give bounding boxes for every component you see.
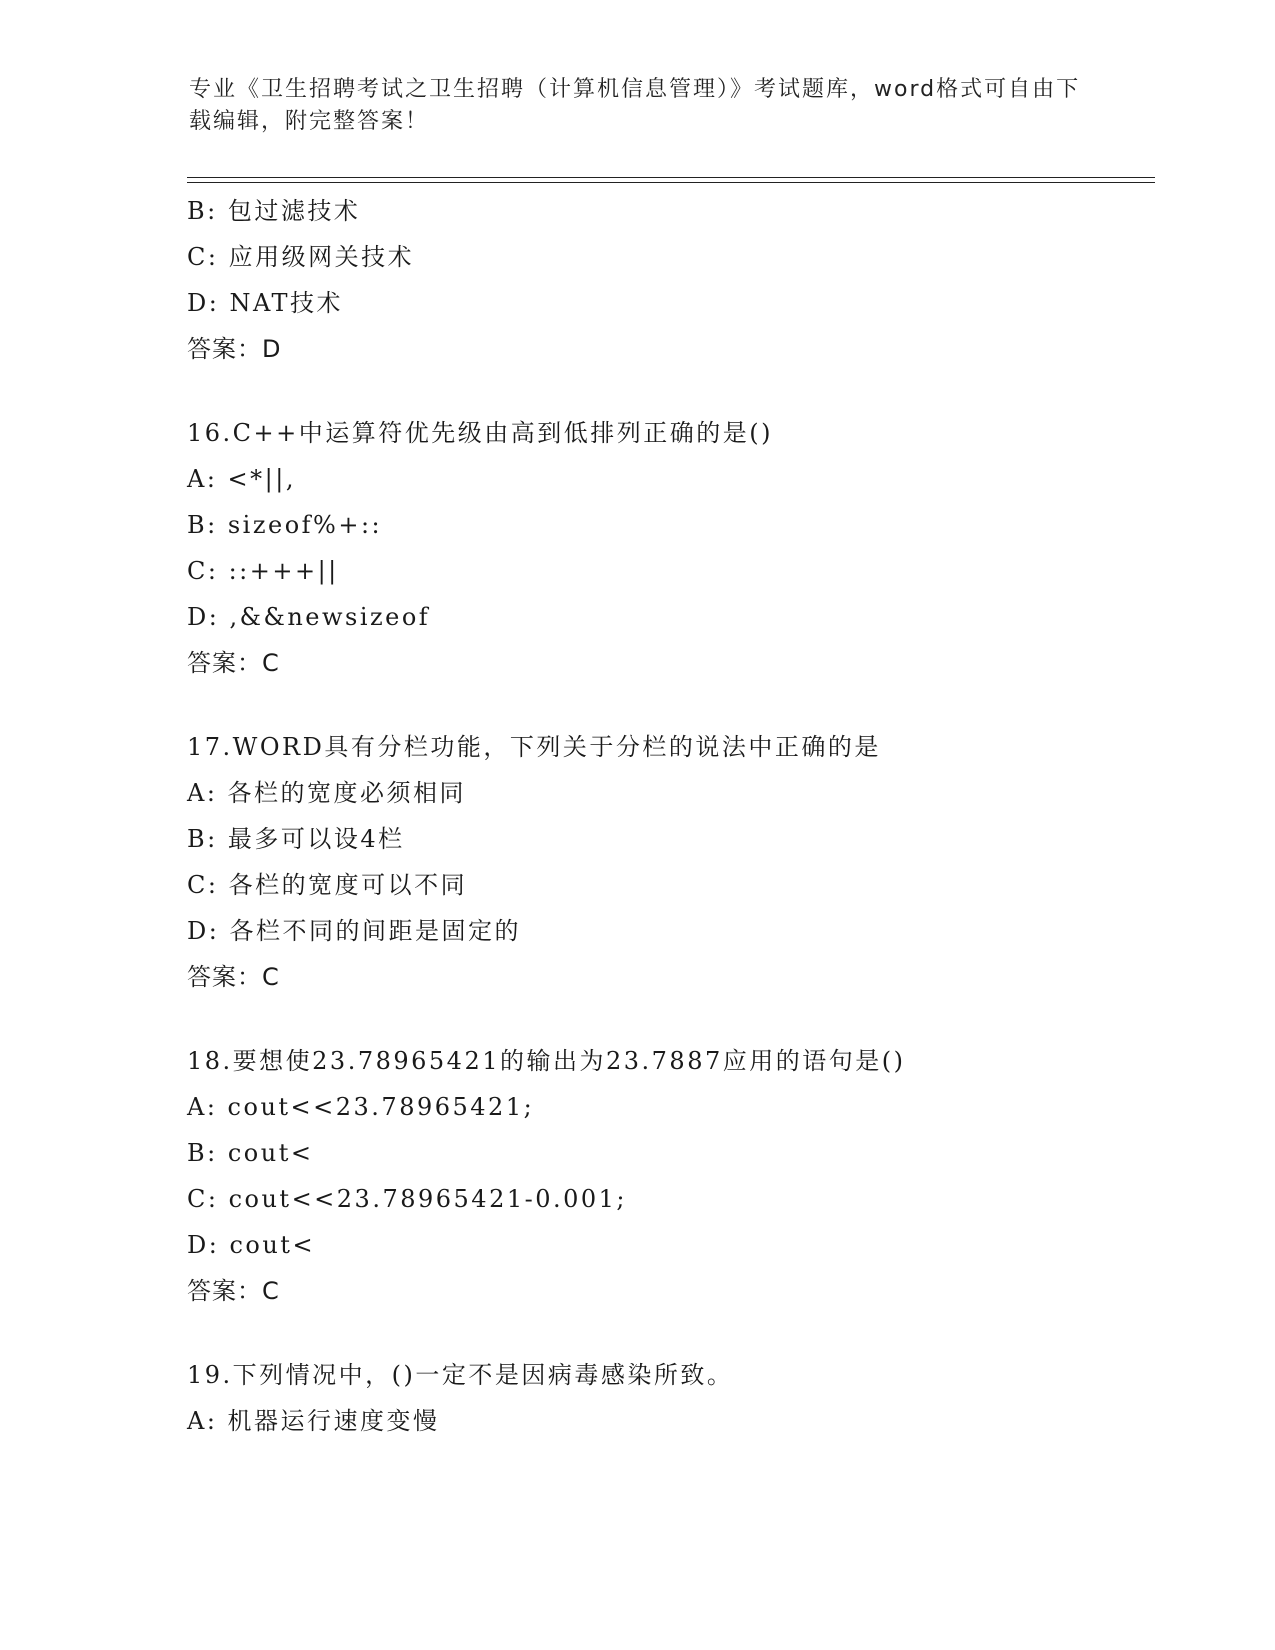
question-stem: 17.WORD具有分栏功能，下列关于分栏的说法中正确的是 (187, 733, 881, 761)
option-b: B: 包过滤技术 (187, 197, 361, 225)
option-c: C: cout<<23.78965421-0.001; (187, 1185, 628, 1213)
answer-line: 答案：C (187, 1277, 280, 1305)
option-a: A: 机器运行速度变慢 (187, 1407, 440, 1435)
answer-line: 答案：C (187, 649, 280, 677)
option-d: D: cout< (187, 1231, 316, 1259)
option-c: C: ::+++|| (187, 557, 339, 585)
option-a: A: <*||, (187, 465, 296, 493)
question-15 (187, 188, 1155, 372)
question-18 (187, 1038, 1155, 1314)
option-d: D: ,&&newsizeof (187, 603, 431, 631)
question-stem: 18.要想使23.78965421的输出为23.7887应用的语句是() (187, 1047, 906, 1075)
answer-line: 答案：C (187, 963, 280, 991)
option-a: A: cout<<23.78965421; (187, 1093, 535, 1121)
header-divider-bottom (187, 182, 1155, 183)
option-d: D: NAT技术 (187, 289, 343, 317)
question-19 (187, 1352, 1155, 1444)
option-a: A: 各栏的宽度必须相同 (187, 779, 467, 807)
question-stem: 16.C++中运算符优先级由高到低排列正确的是() (187, 419, 773, 447)
question-17 (187, 724, 1155, 1000)
option-c: C: 应用级网关技术 (187, 243, 415, 271)
header-divider-top (187, 177, 1155, 178)
option-d: D: 各栏不同的间距是固定的 (187, 917, 521, 945)
question-list (187, 188, 1155, 1444)
option-b: B: cout< (187, 1139, 314, 1167)
question-stem: 19.下列情况中，()一定不是因病毒感染所致。 (187, 1361, 734, 1389)
option-b: B: sizeof%+:: (187, 511, 383, 539)
answer-line: 答案：D (187, 335, 282, 363)
question-16 (187, 410, 1155, 686)
option-c: C: 各栏的宽度可以不同 (187, 871, 468, 899)
option-b: B: 最多可以设4栏 (187, 825, 405, 853)
document-header: 专业《卫生招聘考试之卫生招聘（计算机信息管理）》考试题库，word格式可自由下载编辑，附完整答案！ (189, 77, 1081, 134)
